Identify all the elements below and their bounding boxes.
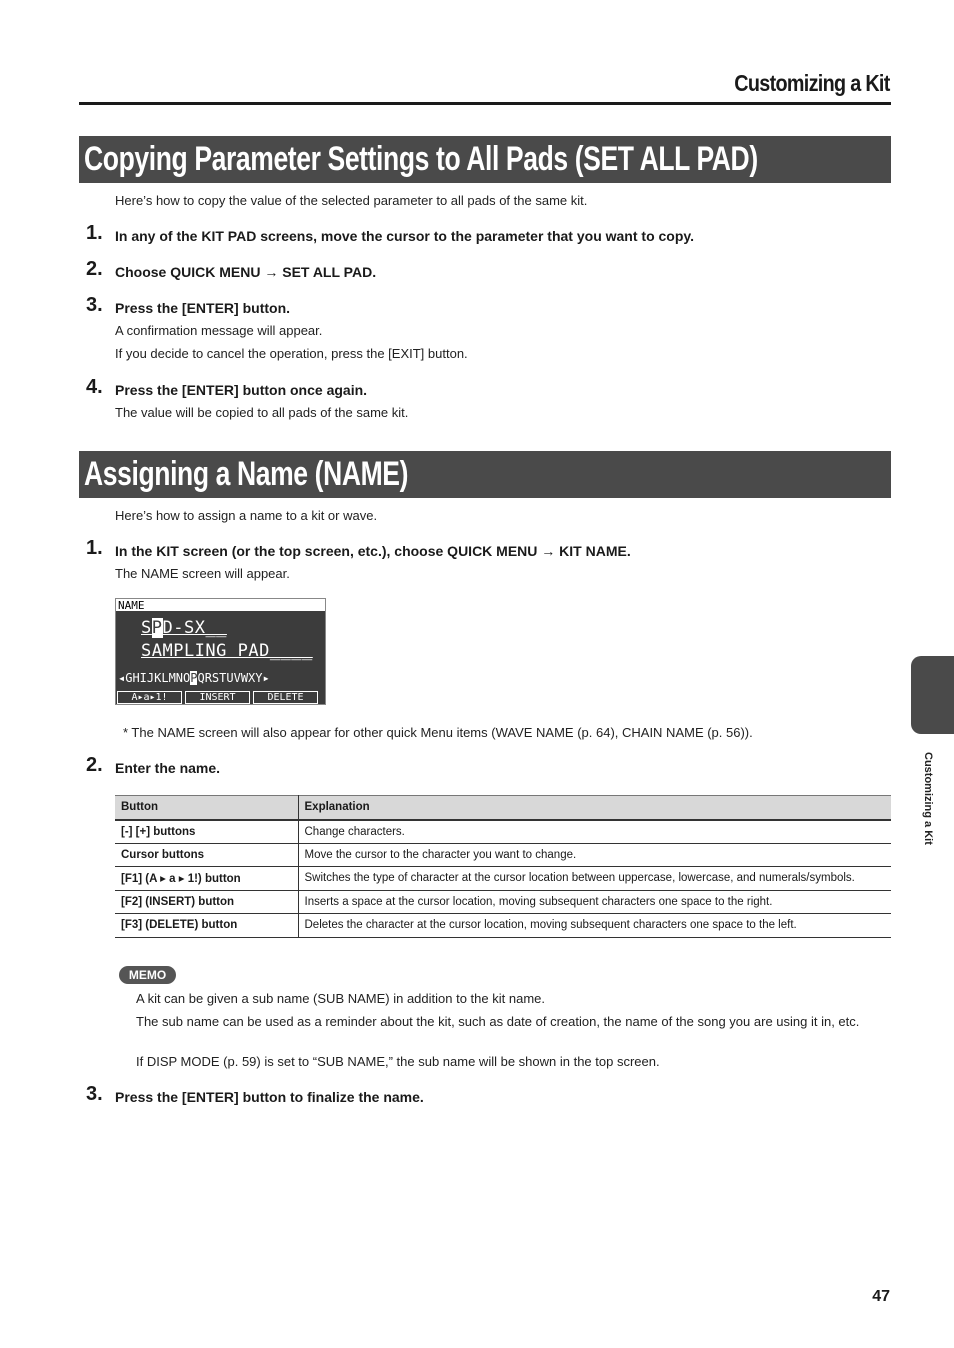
- chapter-tab: [911, 656, 954, 734]
- step-number: 4.: [86, 376, 103, 398]
- lcd-key-f3: DELETE: [253, 691, 318, 704]
- table-cell: Inserts a space at the cursor location, moving subsequent characters one space to the right.: [298, 890, 891, 914]
- step-note: The NAME screen will appear.: [115, 566, 290, 581]
- footnote: * The NAME screen will also appear for other quick Menu items (WAVE NAME (p. 64), CHAIN NAME (p. 56)).: [123, 725, 753, 740]
- lcd-cursor: P: [151, 618, 163, 638]
- table-row: [115, 843, 891, 867]
- table-cell: [F2] (INSERT) button: [115, 890, 298, 914]
- step-text: Press the [ENTER] button once again.: [115, 382, 368, 398]
- section-title-name: [79, 451, 891, 498]
- lcd-character-row: [118, 671, 270, 685]
- lcd-sub-name: SAMPLING PAD____: [141, 641, 313, 661]
- step-note: A confirmation message will appear.: [115, 323, 323, 338]
- table-cell: Deletes the character at the cursor location, moving subsequent characters one space to the left.: [298, 914, 891, 938]
- table-cell: [-] [+] buttons: [115, 820, 298, 844]
- memo-paragraph: If DISP MODE (p. 59) is set to “SUB NAME,” the sub name will be shown in the top screen.: [136, 1054, 660, 1069]
- step-number: 3.: [86, 294, 103, 316]
- running-header: Customizing a Kit: [734, 70, 890, 96]
- section-title-text: Assigning a Name (NAME): [84, 455, 409, 493]
- table-cell: [F3] (DELETE) button: [115, 914, 298, 938]
- step-note: The value will be copied to all pads of the same kit.: [115, 405, 409, 420]
- table-header: Explanation: [298, 796, 891, 820]
- step-number: 1.: [86, 537, 103, 559]
- lcd-key-f1: A▸a▸1!: [117, 691, 182, 704]
- section-title-set-all-pad: [79, 136, 891, 183]
- lcd-text: S: [141, 618, 152, 638]
- table-cell: Switches the type of character at the cursor location between uppercase, lowercase, and numerals/symbols.: [298, 867, 891, 891]
- lcd-header: NAME: [116, 599, 325, 612]
- lcd-function-keys: [116, 691, 325, 704]
- table-row: [115, 914, 891, 938]
- step-text: Press the [ENTER] button to finalize the name.: [115, 1089, 424, 1105]
- step-number: 3.: [86, 1083, 103, 1105]
- table-cell: [F1] (A ▸ a ▸ 1!) button: [115, 867, 298, 891]
- step-number: 2.: [86, 258, 103, 280]
- step-text: In the KIT screen (or the top screen, etc.), choose QUICK MENU → KIT NAME.: [115, 543, 631, 559]
- memo-paragraph: The sub name can be used as a reminder about the kit, such as date of creation, the name of the song you are using it in, etc.: [136, 1014, 860, 1029]
- step-text: Choose QUICK MENU → SET ALL PAD.: [115, 264, 377, 280]
- lcd-key-f2: INSERT: [185, 691, 250, 704]
- table-row: [115, 890, 891, 914]
- step-text: In any of the KIT PAD screens, move the cursor to the parameter that you want to copy.: [115, 228, 695, 244]
- memo-paragraph: A kit can be given a sub name (SUB NAME) in addition to the kit name.: [136, 991, 545, 1006]
- lcd-kit-name: [141, 618, 227, 638]
- table-cell: Change characters.: [298, 820, 891, 844]
- step-text: Press the [ENTER] button.: [115, 300, 291, 316]
- header-rule: [79, 102, 891, 105]
- step-number: 1.: [86, 222, 103, 244]
- lcd-text: QRSTUVWXY▸: [197, 671, 270, 685]
- table-row: [115, 820, 891, 844]
- lcd-text: D-SX__: [162, 618, 227, 638]
- lcd-name-screen: [115, 598, 326, 705]
- side-chapter-label: Customizing a Kit: [922, 752, 934, 845]
- memo-badge: MEMO: [119, 966, 176, 984]
- section1-intro: Here’s how to copy the value of the selected parameter to all pads of the same kit.: [115, 193, 588, 208]
- step-note: If you decide to cancel the operation, press the [EXIT] button.: [115, 346, 468, 361]
- table-cell: Cursor buttons: [115, 843, 298, 867]
- lcd-text: ◂GHIJKLMNO: [118, 671, 191, 685]
- page-number: 47: [872, 1288, 890, 1305]
- button-table: [115, 795, 891, 938]
- table-cell: Move the cursor to the character you want to change.: [298, 843, 891, 867]
- table-row: [115, 867, 891, 891]
- section-title-text: Copying Parameter Settings to All Pads (SET ALL PAD): [84, 140, 758, 178]
- table-header: Button: [115, 796, 298, 820]
- table-header-row: [115, 796, 891, 820]
- step-text: Enter the name.: [115, 760, 221, 776]
- section2-intro: Here’s how to assign a name to a kit or wave.: [115, 508, 378, 523]
- step-number: 2.: [86, 754, 103, 776]
- lcd-selected-char: P: [190, 671, 198, 685]
